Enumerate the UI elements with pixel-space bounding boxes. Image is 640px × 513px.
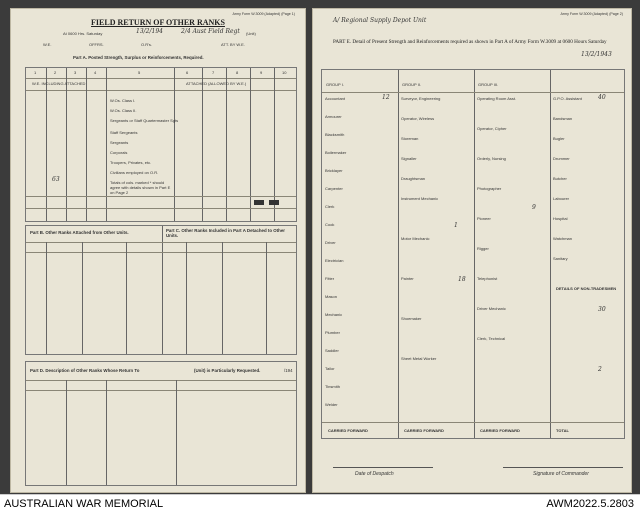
part-a-heading: Part A. Posted Strength, Surplus or Reinforcements, Required. <box>73 55 204 60</box>
trade-entry: Fitter <box>325 276 335 281</box>
carried-forward-label: CARRIED FORWARD <box>404 428 444 433</box>
trade-entry: Signaller <box>401 156 417 161</box>
trade-entry: Watchman <box>553 236 572 241</box>
trade-entry: Photographer <box>477 186 502 191</box>
we-heading: W.E. INCLUDING ATTACHED <box>32 81 86 86</box>
part-d-year: /194 <box>284 368 293 373</box>
part-d-heading: Part D. Description of Other Ranks Whose Return To <box>30 368 140 373</box>
trade-entry: Rigger <box>477 246 489 251</box>
trade-entry: Tailor <box>325 366 335 371</box>
trade-entry: Driver Mechanic <box>477 306 506 311</box>
trade-entry: Welder <box>325 402 338 407</box>
signature-label: Signature of Commander <box>533 471 589 477</box>
trade-entry: Plumber <box>325 330 340 335</box>
trade-entry: Boilermaker <box>325 150 347 155</box>
col-number-10: 10 <box>282 70 287 75</box>
trade-entry: Labourer <box>553 196 570 201</box>
col-number-8: 8 <box>236 70 239 75</box>
hw-value: 18 <box>458 276 466 283</box>
col-number-1: 1 <box>34 70 37 75</box>
unit-handwritten: A/ Regional Supply Depot Unit <box>333 17 427 24</box>
rank-civilians: Civilians employed on O.R. <box>110 170 159 175</box>
col-number-2: 2 <box>54 70 57 75</box>
part-e-table <box>321 69 625 439</box>
trade-entry: Operator, Wireless <box>401 116 435 121</box>
hw-value: 40 <box>598 94 606 101</box>
left-page <box>10 8 306 493</box>
trade-entry: Drummer <box>553 156 570 161</box>
attached-label: ATT. BY W.E. <box>221 42 245 47</box>
trade-entry: Sheet Metal Worker <box>401 356 437 361</box>
archive-name: AUSTRALIAN WAR MEMORIAL <box>4 498 164 510</box>
trade-entry: Tinsmith <box>325 384 340 389</box>
trade-entry: Carpenter <box>325 186 343 191</box>
col-number-4: 4 <box>94 70 97 75</box>
trade-entry: Cook <box>325 222 335 227</box>
hw-value: 2 <box>598 366 602 373</box>
col-number-9: 9 <box>260 70 263 75</box>
trade-entry: Shoemaker <box>401 316 422 321</box>
rank-wo2: W.Os. Class II. <box>110 108 137 113</box>
form-reference: Army Form W.3009 (Adapted) (Page 2) <box>560 12 623 16</box>
rank-sgt: Sergeants <box>110 140 129 145</box>
col-number-6: 6 <box>186 70 189 75</box>
part-a-table <box>25 67 297 222</box>
hw-value: 30 <box>598 306 606 313</box>
rank-sqms: Sergeants or Staff Quartermaster Sgts <box>110 118 179 123</box>
trade-entry: Sanitary <box>553 256 568 261</box>
trade-entry: Orderly, Nursing <box>477 156 506 161</box>
trade-entry: Blacksmith <box>325 132 345 137</box>
trade-entry: Accountant <box>325 96 346 101</box>
group-1-heading: GROUP I. <box>326 82 344 87</box>
trade-entry: Bricklayer <box>325 168 343 173</box>
trade-entry: Storeman <box>401 136 419 141</box>
hw-value: 1 <box>454 222 458 229</box>
trade-entry: Saddler <box>325 348 339 353</box>
redaction-box <box>254 200 264 205</box>
form-reference: Army Form W.3009 (Adapted) (Page 1) <box>232 12 295 16</box>
trade-entry: Mechanic <box>325 312 343 317</box>
trade-entry: Painter <box>401 276 414 281</box>
date-of-despatch-label: Date of Despatch <box>355 471 394 477</box>
rank-staff-sgt: Staff Sergeants <box>110 130 138 135</box>
group-2-heading: GROUP II. <box>402 82 422 87</box>
rank-totals: Totals of cols. marked * should agree with details shown in Part E on Page 2 <box>110 180 171 195</box>
caption-bar <box>0 494 640 513</box>
trade-entry: Butcher <box>553 176 567 181</box>
details-heading: DETAILS OF NON-TRADESMEN <box>556 286 617 291</box>
total-label: TOTAL <box>556 428 569 433</box>
carried-forward-label: CARRIED FORWARD <box>328 428 368 433</box>
part-e-title: PART E. Detail of Present Strength and Reinforcements required as shown in Part A of Army Form W.3009 at 0600 Hours Saturday <box>333 39 607 45</box>
attached-heading: ATTACHED (ALLOWED BY W.E.) <box>186 81 247 86</box>
rank-wo1: W.Os. Class I. <box>110 98 136 103</box>
date-handwritten: 13/2/1943 <box>581 51 612 58</box>
part-d-table <box>25 361 297 486</box>
redaction-box <box>269 200 279 205</box>
col-number-3: 3 <box>74 70 77 75</box>
at-line: At 0600 Hrs. Saturday <box>63 31 103 36</box>
part-d-tail: (Unit) is Particularly Requested. <box>194 368 261 373</box>
form-title: FIELD RETURN OF OTHER RANKS <box>91 18 225 27</box>
trade-entry: Electrician <box>325 258 344 263</box>
offrs-label: OFFRS. <box>89 42 104 47</box>
trade-entry: Draughtsman <box>401 176 426 181</box>
ors-label: O.R's. <box>141 42 152 47</box>
trade-entry: Operating Room Asst. <box>477 96 517 101</box>
unit-handwritten: 2/4 Aust Field Regt <box>181 28 240 35</box>
trade-entry: Operator, Cipher <box>477 126 507 131</box>
trade-entry: Mason <box>325 294 338 299</box>
part-c-heading: Part C. Other Ranks Included in Part A Detached to Other Units. <box>166 228 285 238</box>
trade-entry: Clerk, Technical <box>477 336 506 341</box>
group-3-heading: GROUP III. <box>478 82 499 87</box>
col-number-5: 5 <box>138 70 141 75</box>
trade-entry: Bugler <box>553 136 565 141</box>
trade-entry: Bandsman <box>553 116 573 121</box>
trade-entry: Instrument Mechanic <box>401 196 439 201</box>
trade-entry: Telephonist <box>477 276 498 281</box>
accession-number: AWM2022.5.2803 <box>546 498 634 510</box>
rank-cpl: Corporals <box>110 150 128 155</box>
part-b-c-table <box>25 225 297 355</box>
hw-value: 9 <box>532 204 536 211</box>
trade-entry: Hospital <box>553 216 568 221</box>
trade-entry: Driver <box>325 240 336 245</box>
trade-entry: G.P.O. Assistant <box>553 96 582 101</box>
trade-entry: Motor Mechanic <box>401 236 430 241</box>
trade-entry: Clerk <box>325 204 335 209</box>
trade-entry: Pioneer <box>477 216 491 221</box>
right-page <box>312 8 632 493</box>
hw-value: 12 <box>382 94 390 101</box>
trade-entry: Armourer <box>325 114 342 119</box>
rank-privates: Troopers, Privates, etc. <box>110 160 152 165</box>
total-handwritten: 63 <box>52 176 60 183</box>
trade-entry: Surveyor, Engineering <box>401 96 441 101</box>
carried-forward-label: CARRIED FORWARD <box>480 428 520 433</box>
we-label: W.E. <box>43 42 52 47</box>
date-handwritten: 13/2/194 <box>136 28 163 35</box>
unit-label: (Unit) <box>246 31 256 36</box>
col-number-7: 7 <box>212 70 215 75</box>
part-b-heading: Part B. Other Ranks Attached from Other Units. <box>30 230 129 235</box>
